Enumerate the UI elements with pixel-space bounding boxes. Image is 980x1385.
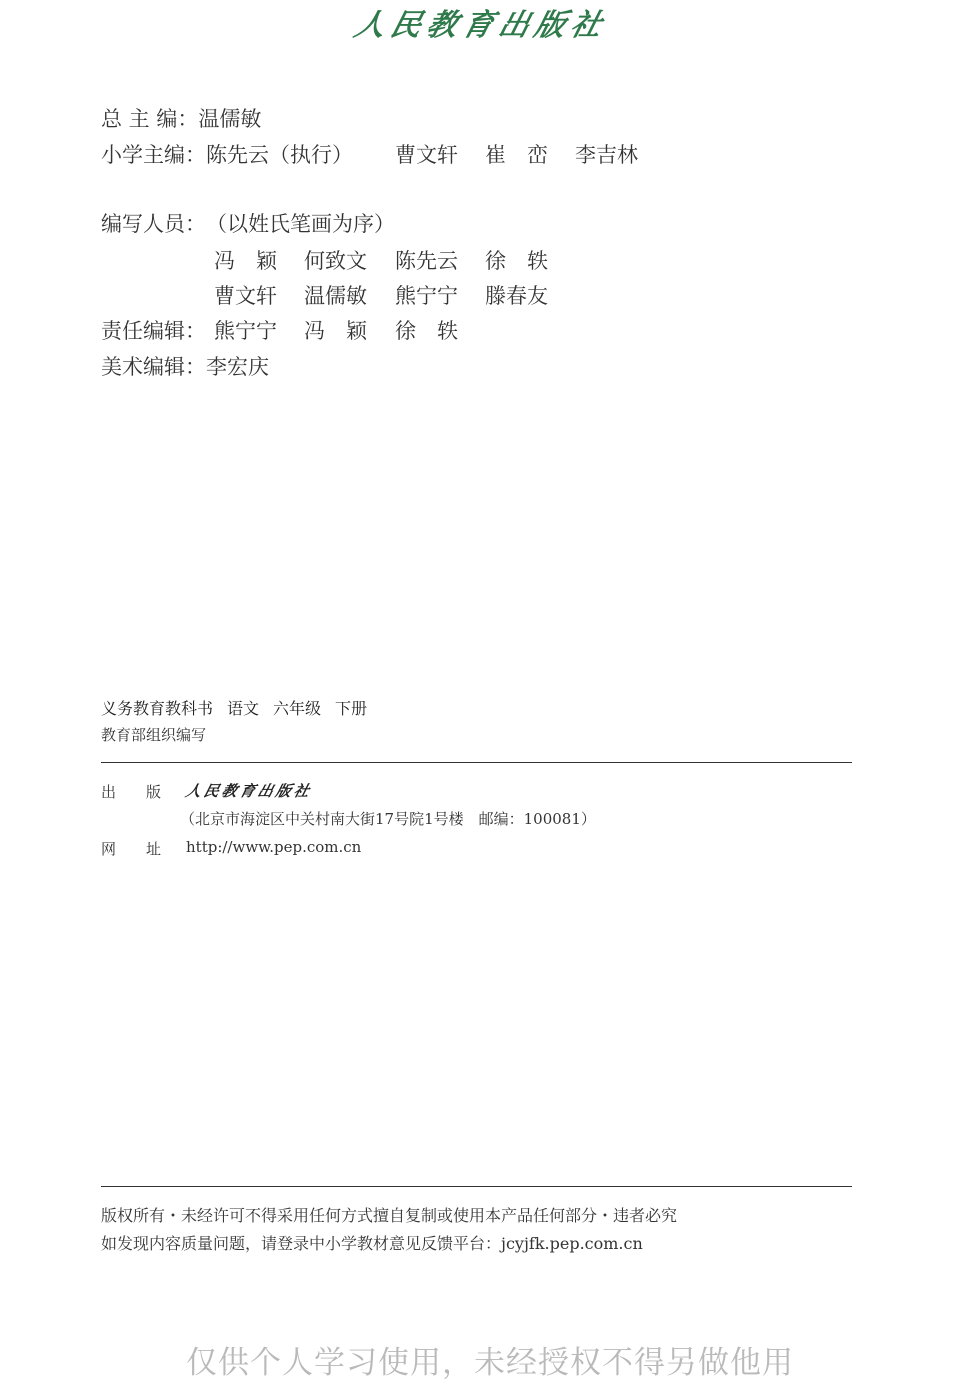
writer-name: 滕春友 (485, 284, 548, 308)
writers-label: 编写人员： (101, 212, 206, 236)
responsible-editor-row (101, 315, 206, 345)
book-volume: 下册 (335, 699, 368, 718)
website-label: 网 址 (101, 840, 162, 858)
primary-coeditor: 李吉林 (575, 143, 638, 167)
responsible-editor-label: 责任编辑： (101, 319, 206, 343)
book-grade: 六年级 (273, 699, 322, 718)
primary-editor-row (101, 139, 353, 169)
primary-editor-label: 小学主编： (101, 143, 206, 167)
responsible-editor-name: 熊宁宁 (214, 319, 277, 343)
book-subject: 语文 (227, 699, 260, 718)
book-title (101, 696, 381, 719)
chief-editor-row (101, 103, 261, 133)
primary-editor-name: 陈先云（执行） (206, 143, 353, 167)
writer-name: 何致文 (304, 249, 367, 273)
writers-note: （以姓氏笔画为序） (206, 212, 395, 236)
divider (101, 762, 852, 763)
writers-row (101, 208, 395, 238)
primary-coeditor: 崔 峦 (485, 143, 548, 167)
book-series: 义务教育教科书 (101, 699, 214, 718)
publisher-logo: 人民教育出版社 (350, 8, 612, 43)
art-editor-label: 美术编辑： (101, 355, 206, 379)
copyright-notice: 版权所有・未经许可不得采用任何方式擅自复制或使用本产品任何部分・违者必究 (101, 1206, 678, 1225)
chief-editor-label: 总 主 编： (101, 107, 199, 131)
writer-name: 曹文轩 (214, 284, 277, 308)
art-editor-row (101, 351, 269, 381)
writer-name: 熊宁宁 (395, 284, 458, 308)
website-link[interactable]: http://www.pep.com.cn (186, 838, 362, 856)
responsible-editor-name: 冯 颖 (304, 319, 367, 343)
writer-name: 徐 轶 (485, 249, 548, 273)
responsible-editor-name: 徐 轶 (395, 319, 458, 343)
chief-editor-name: 温儒敏 (198, 107, 262, 131)
art-editor-name: 李宏庆 (206, 355, 269, 379)
writer-name: 温儒敏 (304, 284, 367, 308)
writer-name: 冯 颖 (214, 249, 277, 273)
publisher-logo-small: 人民教育出版社 (183, 782, 315, 800)
writer-name: 陈先云 (395, 249, 458, 273)
watermark: 仅供个人学习使用，未经授权不得另做他用 (186, 1345, 794, 1381)
publish-label: 出 版 (101, 783, 162, 801)
compiled-by: 教育部组织编写 (101, 726, 207, 744)
publisher-address: （北京市海淀区中关村南大街17号院1号楼 邮编：100081） (180, 810, 596, 828)
primary-coeditor: 曹文轩 (395, 143, 458, 167)
divider (101, 1186, 852, 1187)
feedback-notice: 如发现内容质量问题，请登录中小学教材意见反馈平台：jcyjfk.pep.com.cn (101, 1234, 643, 1253)
